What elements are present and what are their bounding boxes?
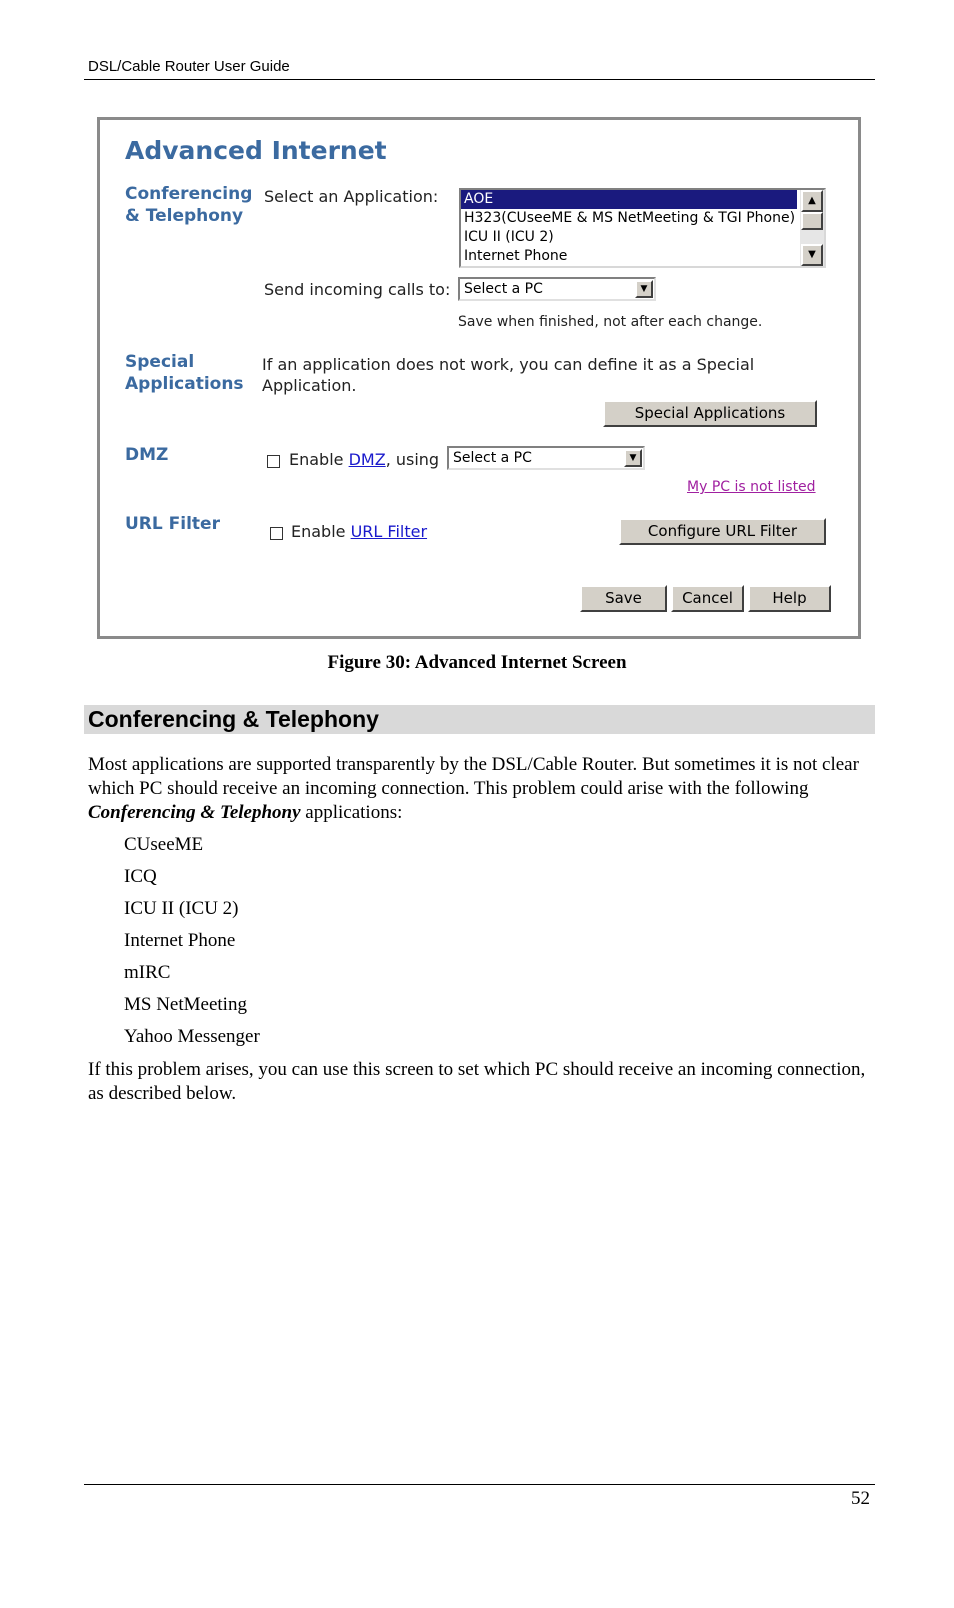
cancel-button[interactable]: Cancel xyxy=(671,585,744,612)
special-section-label xyxy=(125,351,244,395)
dmz-link[interactable]: DMZ xyxy=(348,450,386,469)
dmz-pc-select[interactable] xyxy=(447,446,645,470)
list-item: Yahoo Messenger xyxy=(124,1026,260,1047)
save-button[interactable]: Save xyxy=(580,585,667,612)
app-option[interactable]: ICU II (ICU 2) xyxy=(464,229,554,245)
list-item: MS NetMeeting xyxy=(124,994,247,1015)
pc-not-listed-link[interactable]: My PC is not listed xyxy=(687,479,816,495)
intro-text-part1: Most applications are supported transparently by the DSL/Cable Router. But sometimes it is not clear which PC should receive an incoming connection. This problem could arise with the following xyxy=(88,754,859,799)
special-description xyxy=(262,354,754,396)
listbox-scrollbar[interactable] xyxy=(800,190,824,266)
send-calls-label: Send incoming calls to: xyxy=(264,280,451,299)
url-filter-enable-text: Enable xyxy=(291,522,346,541)
intro-emphasis: Conferencing & Telephony xyxy=(88,802,301,823)
list-item: ICQ xyxy=(124,866,157,887)
application-list xyxy=(124,833,260,1057)
advanced-internet-screenshot xyxy=(97,117,861,639)
section-heading: Conferencing & Telephony xyxy=(88,706,379,732)
send-calls-select[interactable] xyxy=(458,277,656,301)
conferencing-label-line1: Conferencing xyxy=(125,184,253,204)
list-item: Internet Phone xyxy=(124,930,236,951)
screen-title: Advanced Internet xyxy=(125,136,387,165)
running-header: DSL/Cable Router User Guide xyxy=(88,58,290,75)
dmz-enable-row xyxy=(289,450,439,469)
save-note: Save when finished, not after each change. xyxy=(458,314,763,330)
send-calls-value: Select a PC xyxy=(464,281,543,297)
help-button[interactable]: Help xyxy=(748,585,831,612)
list-item: mIRC xyxy=(124,962,171,983)
scroll-up-icon[interactable]: ▲ xyxy=(801,190,823,212)
dmz-enable-text: Enable xyxy=(289,450,344,469)
special-text-line2: Application. xyxy=(262,376,357,395)
select-application-label: Select an Application: xyxy=(264,187,439,206)
list-item: ICU II (ICU 2) xyxy=(124,898,239,919)
application-listbox[interactable] xyxy=(459,188,826,268)
intro-text-part2: applications: xyxy=(300,802,403,823)
outro-paragraph: If this problem arises, you can use this screen to set which PC should receive an incoming connection, as described below. xyxy=(88,1059,866,1104)
conferencing-section-label xyxy=(125,183,252,227)
app-option[interactable]: H323(CUseeME & MS NetMeeting & TGI Phone) xyxy=(464,210,796,226)
dmz-using-text: , using xyxy=(385,450,440,469)
special-text-line1: If an application does not work, you can define it as a Special xyxy=(262,355,755,374)
scroll-thumb[interactable] xyxy=(801,212,823,230)
dmz-pc-value: Select a PC xyxy=(453,450,532,466)
configure-url-filter-button[interactable]: Configure URL Filter xyxy=(619,518,826,545)
special-label-line2: Applications xyxy=(125,374,244,394)
url-filter-enable-row xyxy=(291,522,427,541)
figure-caption: Figure 30: Advanced Internet Screen xyxy=(327,652,627,673)
special-label-line1: Special xyxy=(125,352,195,372)
app-option[interactable]: Internet Phone xyxy=(464,248,568,264)
dropdown-arrow-icon: ▼ xyxy=(635,280,653,298)
url-filter-enable-checkbox[interactable] xyxy=(270,527,283,540)
app-option[interactable]: AOE xyxy=(461,190,797,209)
list-item: CUseeME xyxy=(124,834,204,855)
dropdown-arrow-icon: ▼ xyxy=(624,449,642,467)
url-filter-link[interactable]: URL Filter xyxy=(350,522,428,541)
dmz-section-label: DMZ xyxy=(125,445,169,465)
special-applications-button[interactable]: Special Applications xyxy=(603,400,817,427)
scroll-down-icon[interactable]: ▼ xyxy=(801,244,823,266)
page-number: 52 xyxy=(851,1488,870,1509)
dmz-enable-checkbox[interactable] xyxy=(267,455,280,468)
url-filter-section-label: URL Filter xyxy=(125,514,220,534)
intro-paragraph xyxy=(88,753,868,825)
footer-rule xyxy=(84,1484,875,1485)
header-rule xyxy=(84,79,875,80)
conferencing-label-line2: & Telephony xyxy=(125,206,244,226)
